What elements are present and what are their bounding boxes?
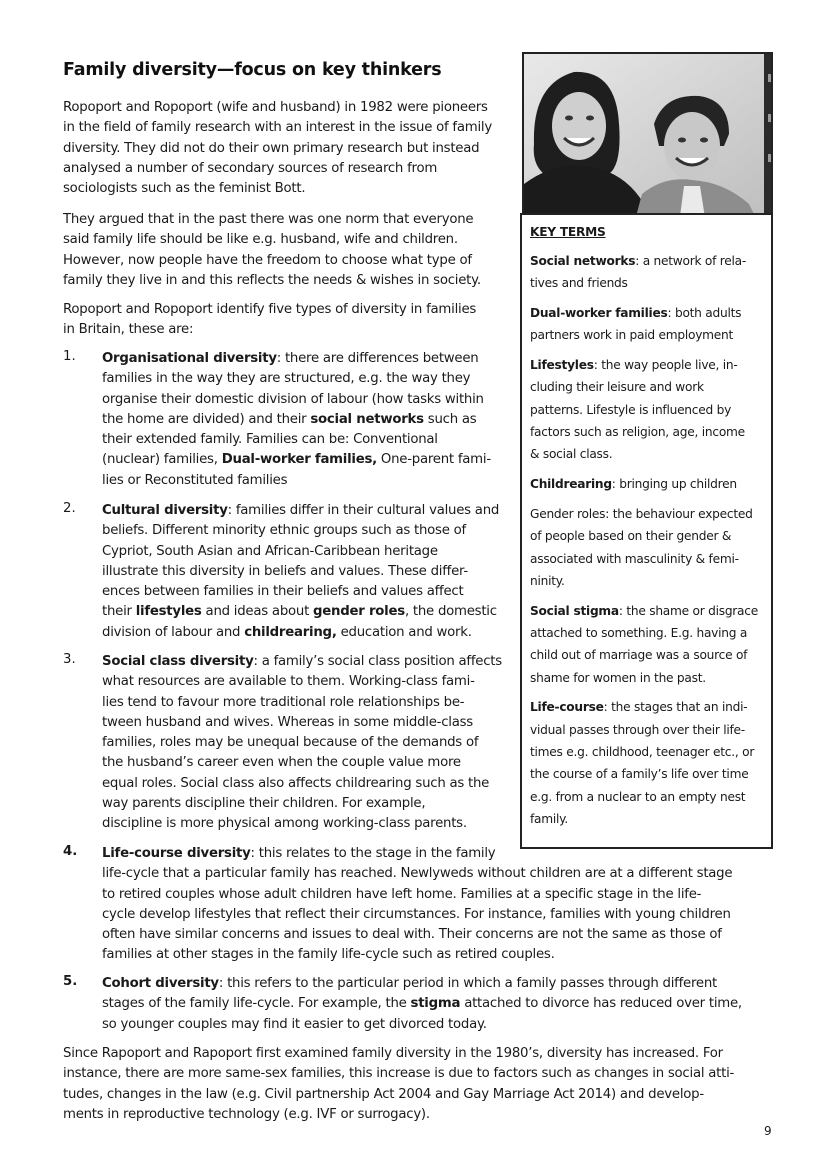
text-line: ments in reproductive technology (e.g. IVF or surrogacy). [63,1106,430,1122]
text-line: illustrate this diversity in beliefs and values. These differ- [102,563,468,579]
bold-term: childrearing, [244,624,337,640]
text-segment: attached to divorce has reduced over time, [460,996,742,1012]
text-line: patterns. Lifestyle is influenced by [530,402,732,417]
closing-paragraph [63,1044,734,1125]
text-line: often have similar concerns and issues to deal with. Their concerns are not the same as those of [102,927,722,943]
cultural-diversity-item [102,501,499,643]
text-segment: : this refers to the particular period in which a family passes through different [218,976,717,991]
bold-term: Life-course diversity [102,846,251,861]
text-line [102,450,491,470]
text-line: the course of a family’s life over time [530,767,749,782]
item-number-2: 2. [63,501,76,516]
text-line: tween husband and wives. Whereas in some middle-class [102,714,473,730]
bold-term: gender roles [313,604,405,620]
key-term-childrearing [530,473,768,495]
bold-term: lifestyles [135,604,202,620]
text-segment: , the domestic [404,604,497,620]
key-term-social-stigma [530,600,768,689]
text-line: times e.g. childhood, teenager etc., or [530,744,755,759]
text-line: in Britain, these are: [63,322,194,338]
text-line [102,623,499,643]
bold-term: Dual-worker families [530,306,668,321]
text-line: They argued that in the past there was one norm that everyone [63,212,474,227]
text-line: said family life should be like e.g. husband, wife and children. [63,232,458,248]
bold-term: Social stigma [530,603,619,618]
text-segment: division of labour and [102,624,245,640]
text-segment: : this relates to the stage in the family [250,846,496,861]
text-line: organise their domestic division of labour (how tasks within [102,391,484,407]
text-segment: (nuclear) families, [102,452,222,468]
text-line: to retired couples whose adult children have left home. Families at a specific stage in the life- [102,886,702,902]
text-line: However, now people have the freedom to choose what type of [63,252,472,268]
text-line: Gender roles: the behaviour expected [530,506,753,521]
text-line: partners work in paid employment [530,328,734,343]
text-line: sociologists such as the feminist Bott. [63,181,306,197]
text-line: way parents discipline their children. For example, [102,796,426,812]
text-line: families at other stages in the family life-cycle such as retired couples. [102,947,555,963]
text-line [102,652,502,672]
text-line: & social class. [530,447,613,462]
text-line: vidual passes through over their life- [530,722,745,737]
text-line: so younger couples may find it easier to get divorced today. [102,1016,487,1032]
text-line [530,600,768,622]
text-line [530,250,768,272]
text-segment: One-parent fami- [376,452,491,468]
text-line: ninity. [530,573,565,588]
text-line: analysed a number of secondary sources of research from [63,160,438,176]
bold-term: Childrearing [530,477,612,492]
text-line [530,473,768,495]
text-line: beliefs. Different minority ethnic groups such as those of [102,523,466,539]
page-number: 9 [764,1124,772,1138]
text-line: attached to something. E.g. having a [530,625,748,640]
text-line: lies tend to favour more traditional role relationships be- [102,694,465,710]
bold-term: Cultural diversity [102,503,228,518]
text-line: e.g. from a nuclear to an empty nest [530,789,746,804]
text-line: Since Rapoport and Rapoport first examined family diversity in the 1980’s, diversity has increased. For [63,1046,723,1061]
bold-term: Social networks [530,254,636,268]
item-number-1: 1. [63,349,76,364]
text-line: their extended family. Families can be: Conventional [102,432,438,448]
text-segment: such as [423,411,477,427]
text-line: diversity. They did not do their own primary research but instead [63,140,480,156]
text-line: lies or Reconstituted families [102,472,288,488]
text-line: Ropoport and Ropoport identify five types of diversity in families [63,302,477,317]
text-segment: the home are divided) and their [102,411,311,427]
photo-illustration [524,54,773,222]
text-segment: : a family’s social class position affects [253,654,502,669]
text-line: child out of marriage was a source of [530,648,748,663]
text-line [530,354,768,376]
text-line: discipline is more physical among working-class parents. [102,816,467,832]
text-line: shame for women in the past. [530,670,706,685]
bold-term: Organisational diversity [102,351,277,366]
key-term-lifestyles [530,354,768,465]
text-line: family they live in and this reflects the needs & wishes in society. [63,272,481,288]
text-segment: stages of the family life-cycle. For example, the [102,996,411,1012]
text-line: cycle develop lifestyles that reflect their circumstances. For instance, families with young children [102,906,731,922]
text-line: families, roles may be unequal because of the demands of [102,735,479,751]
life-course-diversity-item [102,844,732,966]
text-line: associated with masculinity & femi- [530,551,739,566]
text-line: Ropoport and Ropoport (wife and husband) in 1982 were pioneers [63,100,488,115]
text-segment: their [102,604,136,620]
item-number-4: 4. [63,844,78,859]
text-segment: : there are differences between [276,351,479,366]
organisational-diversity-item [102,349,491,491]
social-class-diversity-item [102,652,502,835]
key-terms-box [520,213,773,849]
text-line: tives and friends [530,276,628,291]
bold-term: Social class diversity [102,654,254,669]
text-line [530,302,768,324]
text-line: factors such as religion, age, income [530,425,745,440]
intro-paragraph [63,98,523,199]
text-line: equal roles. Social class also affects childrearing such as the [102,775,490,791]
key-term-dual-worker-families [530,302,768,347]
text-segment: : a network of rela- [635,254,747,268]
key-term-gender-roles [530,503,768,592]
text-line [102,349,491,369]
text-line: ences between families in their beliefs and values affect [102,584,464,600]
rapoport-couple-photo [522,52,773,222]
cohort-diversity-item [102,974,742,1035]
key-term-social-networks [530,250,768,295]
text-segment: : bringing up children [611,477,737,492]
types-paragraph [63,300,513,341]
bold-term: Dual-worker families, [221,452,377,468]
text-segment: : families differ in their cultural values and [227,503,500,518]
bold-term: stigma [410,996,461,1012]
text-line: cluding their leisure and work [530,380,704,395]
text-line: Cypriot, South Asian and African-Caribbean heritage [102,543,438,559]
page-title: Family diversity—focus on key thinkers [63,60,442,80]
item-number-5: 5. [63,974,78,989]
text-line [530,696,768,718]
text-segment: : both adults [667,306,742,321]
bold-term: Cohort diversity [102,976,219,991]
text-line [102,602,499,622]
text-line: in the field of family research with an interest in the issue of family [63,120,492,136]
text-line [102,410,491,430]
key-terms-title: KEY TERMS [530,225,606,239]
bold-term: Lifestyles [530,358,594,373]
text-line [102,994,742,1014]
text-line: instance, there are more same-sex families, this increase is due to factors such as changes in social atti- [63,1066,735,1082]
text-segment: education and work. [336,624,472,640]
text-segment: : the shame or disgrace [618,603,758,618]
text-segment: and ideas about [201,604,314,620]
text-line: what resources are available to them. Working-class fami- [102,674,475,690]
item-number-3: 3. [63,652,76,667]
bold-term: Life-course [530,700,604,715]
text-line [102,501,499,521]
text-line: of people based on their gender & [530,529,732,544]
text-line: tudes, changes in the law (e.g. Civil partnership Act 2004 and Gay Marriage Act 2014) and develop- [63,1086,704,1102]
text-line: family. [530,811,569,826]
text-segment: : the way people live, in- [593,358,738,373]
text-line [102,974,742,994]
key-term-life-course [530,696,768,830]
bold-term: social networks [310,411,424,427]
norm-paragraph [63,210,513,291]
text-line: the husband’s career even when the couple value more [102,755,461,771]
text-line: families in the way they are structured, e.g. the way they [102,371,471,387]
text-segment: : the stages that an indi- [603,700,748,715]
text-line: life-cycle that a particular family has reached. Newlyweds without children are at a different stage [102,866,733,882]
